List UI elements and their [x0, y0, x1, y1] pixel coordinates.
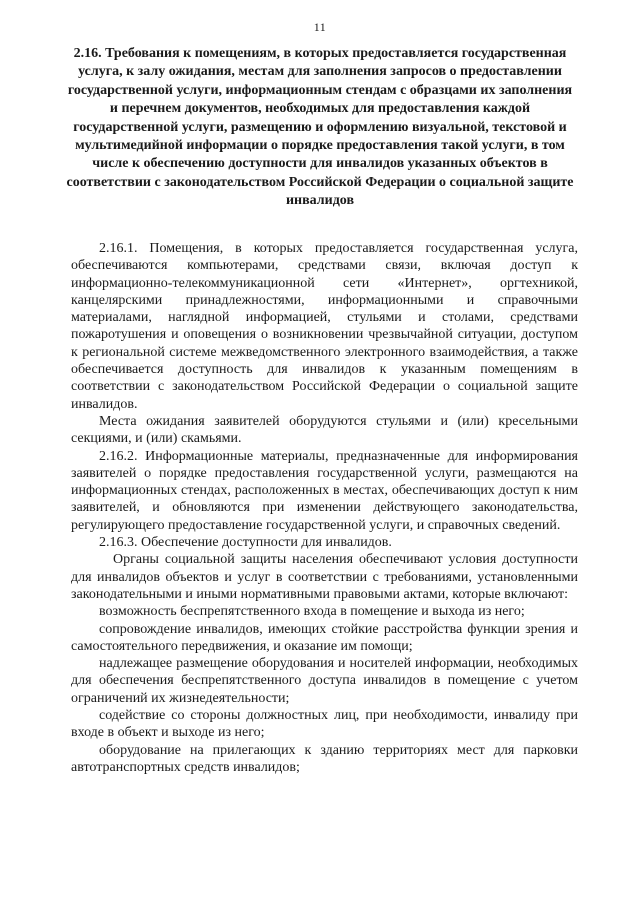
paragraph-2-16-3: 2.16.3. Обеспечение доступности для инвалидов.: [99, 535, 392, 551]
list-item-escort: сопровождение инвалидов, имеющих стойкие расстройства функции зрения и самостоятельного передвижения, и оказание им помощи;: [71, 621, 578, 654]
page-number: 11: [313, 20, 327, 34]
document-body: [71, 240, 578, 776]
list-item-parking: оборудование на прилегающих к зданию территориях мест для парковки автотранспортных средств инвалидов;: [71, 742, 578, 775]
list-item-equipment-placement: надлежащее размещение оборудования и носителей информации, необходимых для обеспечения беспрепятственного доступа инвалидов в помещение с учетом ограничений их жизнедеятельности;: [71, 656, 578, 706]
paragraph-waiting-places: Места ожидания заявителей оборудуются стульями и (или) кресельными секциями, и (или) скамьями.: [71, 413, 578, 447]
list-item-official-assistance: содействие со стороны должностных лиц, при необходимости, инвалиду при входе в объект и выходе из него;: [71, 708, 578, 741]
list-item-entry-exit: возможность беспрепятственного входа в помещение и выхода из него;: [99, 604, 525, 620]
paragraph-social-protection-bodies: Органы социальной защиты населения обеспечивают условия доступности для инвалидов объектов и услуг в соответствии с требованиями, установленными законодательными и иными нормативными правовыми актами, которые включают:: [71, 552, 578, 602]
paragraph-2-16-1: 2.16.1. Помещения, в которых предоставляется государственная услуга, обеспечиваются компьютерами, средствами связи, включая доступ к информационно-телекоммуникационной сети «Интернет», оргтехникой, канцелярскими принадлежностями, информационными и справочными материалами, наглядной информацией, стульями и столами, средствами пожаротушения и оповещения о возникновении чрезвычайной ситуации, доступом к региональной системе межведомственного электронного взаимодействия, а также обеспечивается доступность для инвалидов к указанным помещениям в соответствии с законодательством Российской Федерации о социальной защите инвалидов.: [71, 241, 578, 412]
paragraph-2-16-2: 2.16.2. Информационные материалы, предназначенные для информирования заявителей о порядке предоставления государственной услуги, размещаются на информационных стендах, расположенных в местах, обеспечивающих доступ к ним заявителей, и обновляются при изменении действующего законодательства, регулирующего предоставление государственной услуги, и справочных сведений.: [71, 448, 578, 533]
section-heading: 2.16. Требования к помещениям, в которых предоставляется государственная услуга, к залу ожидания, местам для заполнения запросов о предоставлении государственной услуги, информационным стендам с образцами их заполнения и перечнем документов, необходимых для предоставления каждой государственной услуги, размещению и оформлению визуальной, текстовой и мультимедийной информации о порядке предоставления такой услуги, в том числе к обеспечению доступности для инвалидов указанных объектов в соответствии с законодательством Российской Федерации о социальной защите инвалидов: [66, 46, 574, 209]
